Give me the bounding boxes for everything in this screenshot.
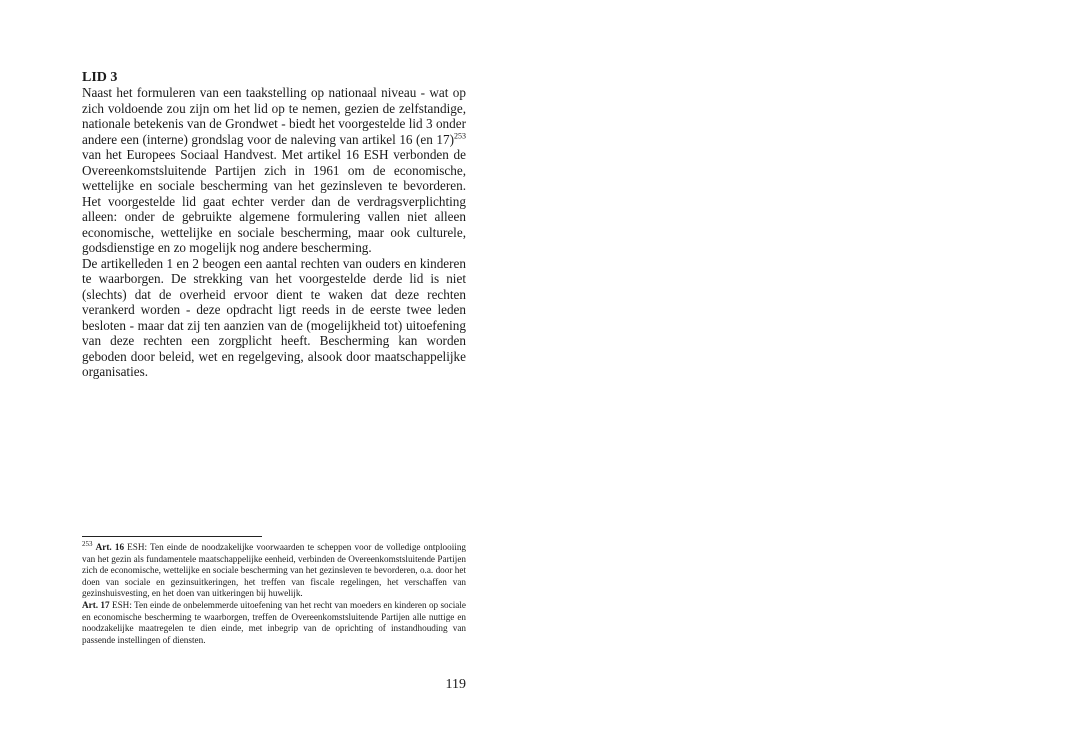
footnote-number: 253 xyxy=(82,539,93,548)
section-heading: LID 3 xyxy=(82,70,118,85)
paragraph-1-part-2: van het Europees Sociaal Handvest. Met artikel 16 ESH verbonden de Overeenkomstsluitende Partijen zich in 1961 om de economische, wettelijke en sociale bescherming van het gezinsleven te bevorderen. Het voorgestelde lid gaat echter verder dan de verdragsverplichting alleen: onder de gebruikte algemene formulering vallen niet alleen economische, wettelijke en sociale bescherming, maar ook culturele, godsdienstige en zo mogelijk nog andere bescherming. xyxy=(82,147,466,255)
footnote-art17-label: Art. 17 xyxy=(82,599,110,610)
footnote-art16-text: ESH: Ten einde de noodzakelijke voorwaarden te scheppen voor de volledige ontplooiing van het gezin als fundamentele maatschappelijke eenheid, verbinden de Overeenkomstsluitende Partijen zich de economische, wettelijke en sociale bescherming van het gezinsleven te bevorderen, o.a. door het doen van sociale en gezinsuitkeringen, het treffen van fiscale regelingen, het verschaffen van gezinshuisvesting, en het doen van uitkeringen bij huwelijk. xyxy=(82,542,467,599)
paragraph-1-part-1: Naast het formuleren van een taakstelling op nationaal niveau - wat op zich voldoende zou zijn om het lid op te nemen, gezien de zelfstandige, nationale betekenis van de Grondwet - biedt het voorgestelde lid 3 onder andere een (interne) grondslag voor de naleving van artikel 16 (en 17) xyxy=(82,85,466,147)
footnote-separator xyxy=(82,536,262,537)
footnote-art17 xyxy=(82,600,466,646)
body-text xyxy=(82,85,466,380)
footnote-art16-label: Art. 16 xyxy=(95,542,125,552)
paragraph-2: De artikelleden 1 en 2 beogen een aantal rechten van ouders en kinderen te waarborgen. De strekking van het voorgestelde derde lid is niet (slechts) dat de overheid ervoor dient te waken dat deze rechten verankerd worden - deze opdracht ligt reeds in de eerste twee leden besloten - maar dat zij ten aanzien van de (mogelijkheid tot) uitoefening van deze rechten een zorgplicht heeft. Bescherming kan worden geboden door beleid, wet en regelgeving, alsook door maatschappelijke organisaties. xyxy=(82,255,466,379)
footnotes xyxy=(82,539,467,646)
footnote-art17-text: ESH: Ten einde de onbelemmerde uitoefening van het recht van moeders en kinderen op sociale en economische bescherming te waarborgen, treffen de Overeenkomstsluitende Partijen alle nuttige en noodzakelijke maatregelen te dien einde, met inbegrip van de oprichting of instandhouding van passende instellingen of diensten. xyxy=(82,599,466,645)
page-number: 119 xyxy=(445,677,466,692)
paragraph-1 xyxy=(82,85,466,256)
footnote-reference[interactable]: 253 xyxy=(454,131,466,141)
footnote-art16 xyxy=(82,539,467,600)
